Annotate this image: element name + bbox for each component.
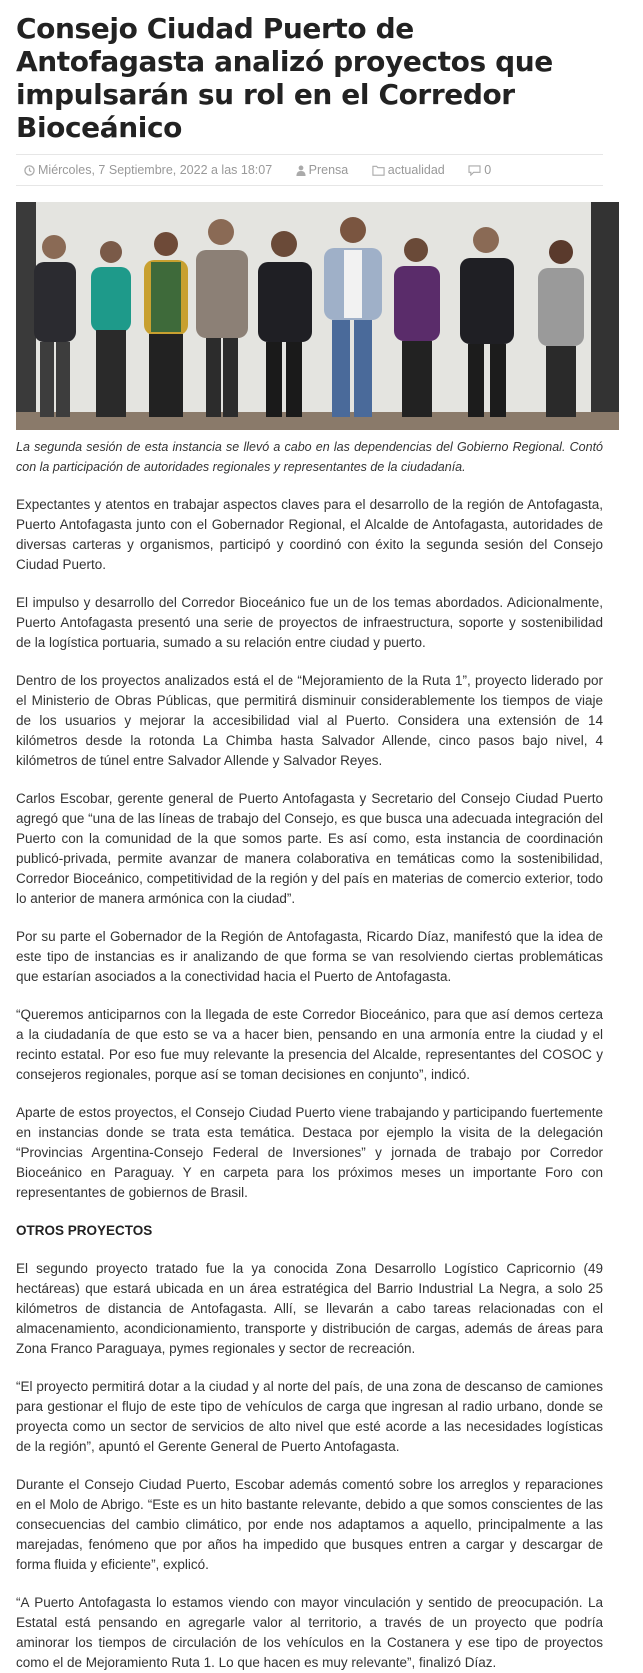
group-photo bbox=[16, 202, 619, 430]
image-caption: La segunda sesión de esta instancia se llevó a cabo en las dependencias del Gobierno Regional. Contó con la participación de autoridades regionales y representantes de la ciudadanía. bbox=[16, 440, 603, 474]
meta-author-text: Prensa bbox=[308, 163, 349, 177]
meta-date bbox=[24, 163, 286, 177]
meta-category[interactable] bbox=[372, 163, 458, 177]
comment-icon bbox=[468, 165, 481, 176]
paragraph-4: Carlos Escobar, gerente general de Puerto Antofagasta y Secretario del Consejo Ciudad Puerto agregó que “una de las líneas de trabajo del Consejo, es que busca una adecuada integración del Puerto con la comunidad de la que somos parte. Es así como, esta instancia de coordinación publicó-privada, permite avanzar de manera colaborativa en temáticas como la sostenibilidad, Corredor Bioceánico, competitividad de la región y del país en materias de comercio exterior, todo lo anterior de manera armónica con la ciudad”. bbox=[16, 791, 603, 906]
paragraph-11: “A Puerto Antofagasta lo estamos viendo con mayor vinculación y sentido de preocupación. La Estatal está pensando en agregarle valor al territorio, a través de un proyecto que podría aminorar los tiempos de circulación de los vehículos en la Costanera y ese tipo de proyectos como el de Mejoramiento Ruta 1. Lo que hacen es muy relevante”, finalizó Díaz. bbox=[16, 1595, 603, 1670]
meta-date-text: Miércoles, 7 Septiembre, 2022 a las 18:07 bbox=[38, 163, 273, 177]
article-meta bbox=[16, 154, 603, 186]
user-icon bbox=[296, 165, 306, 176]
meta-author[interactable] bbox=[296, 163, 362, 177]
paragraph-9: “El proyecto permitirá dotar a la ciudad y al norte del país, de una zona de descanso de camiones para gestionar el flujo de este tipo de vehículos de carga que ingresan al radio urbano, donde se proyecta como un sector de servicios de alto nivel que esté acorde a las necesidades logísticas de la región”, apuntó el Gerente General de Puerto Antofagasta. bbox=[16, 1379, 603, 1454]
meta-category-text: actualidad bbox=[387, 163, 445, 177]
clock-icon bbox=[24, 165, 35, 176]
paragraph-10: Durante el Consejo Ciudad Puerto, Escobar además comentó sobre los arreglos y reparaciones en el Molo de Abrigo. “Este es un hito bastante relevante, debido a que somos conscientes de las consecuencias del cambio climático, por ende nos adaptamos a aquello, principalmente a las marejadas, fenómeno que por años ha impedido que busques entren a cargar y descargar de forma fluida y eficiente”, explicó. bbox=[16, 1477, 603, 1572]
paragraph-6: “Queremos anticiparnos con la llegada de este Corredor Bioceánico, para que así demos certeza a la ciudadanía de que esto se va a hacer bien, pensando en una armonía entre la ciudad y el recinto estatal. Por eso fue muy relevante la presencia del Alcalde, representantes del COSOC y consejeros regionales, porque así se toman decisiones en conjunto”, indicó. bbox=[16, 1007, 603, 1082]
paragraph-5: Por su parte el Gobernador de la Región de Antofagasta, Ricardo Díaz, manifestó que la idea de este tipo de instancias es ir analizando de que forma se van resolviendo ciertas problemáticas que estarían asociados a la conectividad hacia el Puerto de Antofagasta. bbox=[16, 929, 603, 984]
paragraph-8: El segundo proyecto tratado fue la ya conocida Zona Desarrollo Logístico Capricornio (49 hectáreas) que estará ubicada en un área estratégica del Barrio Industrial La Negra, a solo 25 kilómetros de distancia de Antofagasta. Allí, se llevarán a cabo tareas relacionadas con el almacenamiento, acondicionamiento, transporte y distribución de cargas, además de áreas para Zona Franco Paraguaya, pymes regionales y sector de recreación. bbox=[16, 1261, 603, 1356]
folder-icon bbox=[372, 165, 385, 176]
meta-comments-count: 0 bbox=[484, 163, 492, 177]
section-heading: OTROS PROYECTOS bbox=[16, 1223, 153, 1238]
paragraph-2: El impulso y desarrollo del Corredor Bioceánico fue un de los temas abordados. Adicionalmente, Puerto Antofagasta presentó una serie de proyectos de infraestructura, soporte y sostenibilidad de la logística portuaria, sumado a su relación entre ciudad y puerto. bbox=[16, 595, 603, 650]
paragraph-3: Dentro de los proyectos analizados está el de “Mejoramiento de la Ruta 1”, proyecto liderado por el Ministerio de Obras Públicas, que permitirá disminuir considerablemente los tiempos de viaje de los usuarios y mejorar la accesibilidad vial al Puerto. Considera una extensión de 14 kilómetros desde la rotonda La Chimba hasta Salvador Allende, cinco pasos bajo nivel, 4 kilómetros de túnel entre Salvador Allende y Salvador Reyes. bbox=[16, 673, 603, 768]
article-title: Consejo Ciudad Puerto de Antofagasta analizó proyectos que impulsarán su rol en el Corredor Bioceánico bbox=[16, 12, 553, 144]
paragraph-7: Aparte de estos proyectos, el Consejo Ciudad Puerto viene trabajando y participando fuertemente en instancias donde se trata esta temática. Destaca por ejemplo la visita de la delegación “Provincias Argentina-Consejo Federal de Inversiones” y jornada de trabajo por Corredor Bioceánico en Paraguay. Y en carpeta para los próximos meses un importante Foro con representantes de gobiernos de Brasil. bbox=[16, 1105, 603, 1200]
meta-comments[interactable] bbox=[468, 163, 501, 177]
paragraph-1: Expectantes y atentos en trabajar aspectos claves para el desarrollo de la región de Antofagasta, Puerto Antofagasta junto con el Gobernador Regional, el Alcalde de Antofagasta, autoridades de diversas carteras y organismos, participó y coordinó con éxito la segunda sesión del Consejo Ciudad Puerto. bbox=[16, 497, 603, 572]
